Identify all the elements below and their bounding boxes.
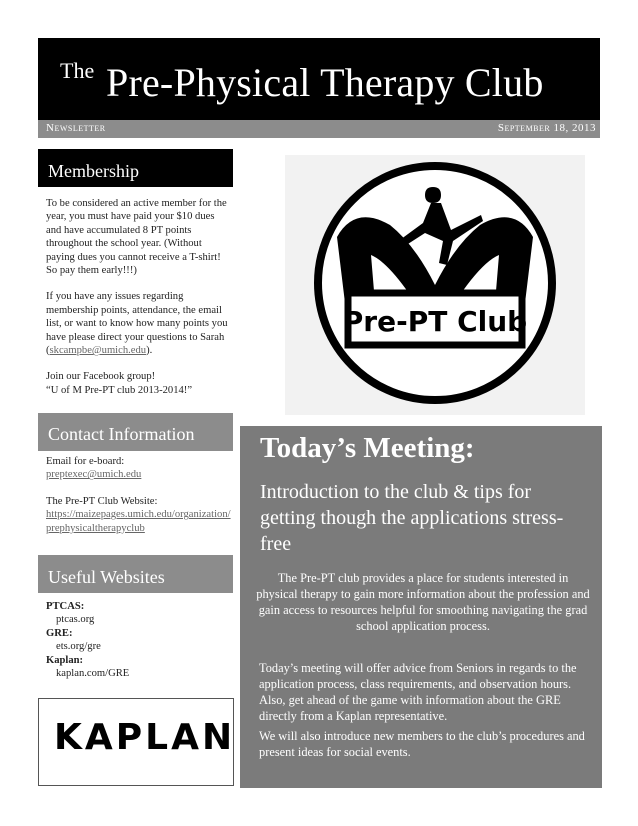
logo-text: Pre-PT Club (342, 305, 528, 338)
sarah-email-link[interactable]: skcampbe@umich.edu (49, 345, 147, 357)
membership-section (46, 197, 232, 410)
site-label-gre: GRE: (46, 627, 73, 639)
contact-section (46, 455, 232, 535)
newsletter-label: Newsletter (46, 122, 106, 134)
eboard-email-link[interactable]: preptexec@umich.edu (46, 469, 142, 481)
meeting-heading: Today’s Meeting: (260, 432, 475, 464)
site-url-gre[interactable]: ets.org/gre (56, 641, 101, 653)
club-website-link[interactable]: https://maizepages.umich.edu/organization/prephysicaltherapyclub (46, 509, 231, 534)
useful-websites-heading: Useful Websites (38, 555, 233, 593)
membership-heading: Membership (38, 149, 233, 187)
facebook-group-text (46, 370, 232, 397)
site-label-kaplan: Kaplan: (46, 654, 84, 666)
website-label: The Pre-PT Club Website: (46, 495, 158, 507)
issue-date: September 18, 2013 (497, 122, 596, 134)
email-label: Email for e-board: (46, 456, 125, 467)
site-url-ptcas[interactable]: ptcas.org (56, 614, 95, 626)
contact-heading: Contact Information (38, 413, 233, 451)
meeting-subheading: Introduction to the club & tips for getting though the applications stress-free (260, 481, 564, 555)
site-url-kaplan[interactable]: kaplan.com/GRE (56, 668, 130, 680)
meeting-paragraph-2: We will also introduce new members to the club’s procedures and present ideas for social events. (259, 729, 585, 759)
meeting-intro: The Pre-PT club provides a place for students interested in physical therapy to gain more information about the profession and gain access to resources helpful for smoothing navigating the grad school application process. (256, 571, 590, 633)
facebook-group-name: “U of M Pre-PT club 2013-2014!” (46, 384, 193, 396)
page-title: Pre-Physical Therapy Club (106, 60, 544, 105)
meeting-paragraph-1: Today’s meeting will offer advice from Seniors in regards to the application process, class requirements, and observation hours. Also, get ahead of the game with information about the GRE directly from a Kaplan representative. (259, 661, 577, 723)
membership-contact-text (46, 290, 232, 357)
pre-pt-club-logo-icon (285, 155, 585, 415)
title-the: The (60, 58, 95, 83)
membership-dues-text: To be considered an active member for the year, you must have paid your $10 dues and have accumulated 8 PT points throughout the school year. (Without paying dues you cannot receive a T-shirt! So pay them early!!!) (46, 198, 227, 277)
site-label-ptcas: PTCAS: (46, 601, 85, 612)
kaplan-logo: KAPLAN (54, 717, 236, 758)
membership-contact-tail: ). (146, 345, 153, 357)
useful-websites-list (46, 600, 232, 680)
facebook-join-line: Join our Facebook group! (46, 371, 156, 383)
membership-contact-lead: If you have any issues regarding membership points, attendance, the email list, or want to know how many points you have please direct your questions to Sarah ( (46, 291, 228, 357)
